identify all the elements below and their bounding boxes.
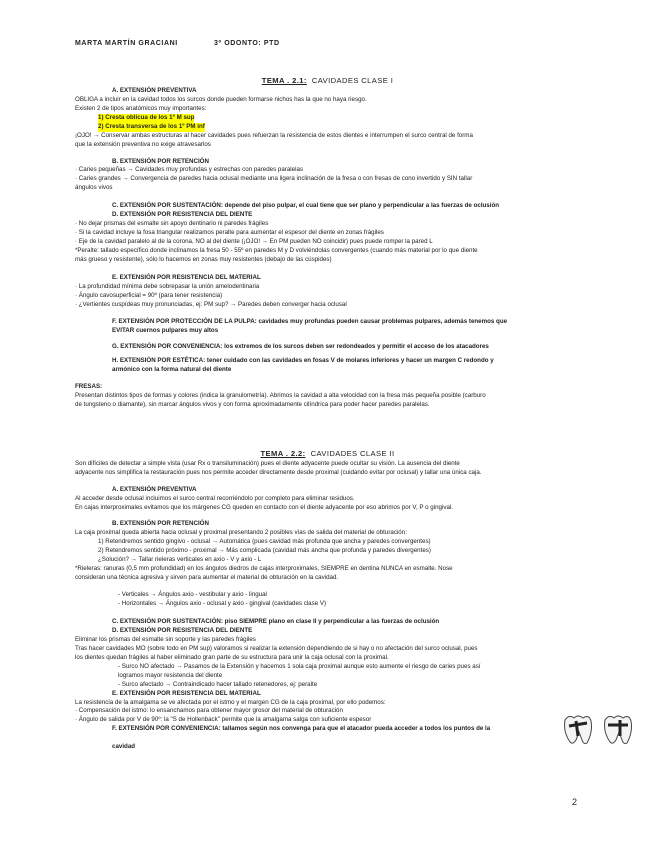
text-line: E. EXTENSIÓN POR RESISTENCIA DEL MATERIAL [112, 690, 261, 697]
text-line: FRESAS: [75, 383, 103, 390]
section-title-1 [0, 77, 655, 86]
text-line: Existen 2 de tipos anatómicos muy importantes: [75, 105, 207, 112]
text-line: A. EXTENSIÓN PREVENTIVA [112, 486, 197, 493]
section-title-2 [0, 450, 655, 459]
text-line: C. EXTENSIÓN POR SUSTENTACIÓN: depende del piso pulpar, el cual tiene que ser plano y perpendicular a las fuerzas de oclusión [112, 202, 500, 209]
text-line: G. EXTENSIÓN POR CONVENIENCIA: los extremos de los surcos deben ser redondeados y permitir el acceso de los atacadores [112, 343, 489, 350]
text-line: 1) Retendremos sentido gingivo - oclusal → Automática (pues cavidad más profunda que ancha y paredes convergentes) [98, 538, 431, 545]
text-line: ¿Solución? → Tallar rieleras verticales en axio - V y axio - L [98, 556, 262, 563]
tooth-drill-icon [560, 712, 596, 746]
text-line: Al acceder desde oclusal incluimos el surco central recorriéndolo por completo para eliminar residuos. [75, 495, 355, 502]
text-line: H. EXTENSIÓN POR ESTÉTICA: tener cuidado con las cavidades en fosas V de molares inferiores y hacer un margen C redondo y [112, 357, 494, 364]
tema-label: TEMA . 2.2: [260, 449, 306, 458]
text-line: La resistencia de la amalgama se ve afectada por el istmo y el margen CG de la caja proximal, por ello podemos: [75, 699, 386, 706]
text-line: D. EXTENSIÓN POR RESISTENCIA DEL DIENTE [112, 627, 253, 634]
text-line: E. EXTENSIÓN POR RESISTENCIA DEL MATERIAL [112, 274, 261, 281]
page-number: 2 [572, 797, 578, 807]
text-line: adyacente nos simplifica la restauración pues nos permite acceder directamente desde proximal (cuidando evitar por oclusal) y tallar una única caja. [75, 469, 482, 476]
text-line: Eliminar los prismas del esmalte sin soporte y las paredes frágiles [75, 636, 256, 643]
text-line: La caja proximal queda abierta hacia oclusal y proximal presentando 2 posibles vías de salida del material de obturación: [75, 529, 407, 536]
text-line: · Ángulo de salida por V de 90º: la "S de Hollenback" permite que la amalgama salga con suficiente espesor [75, 716, 372, 723]
text-line: · La profundidad mínima debe sobrepasar la unión amelodentinaria [75, 283, 260, 290]
text-line: *Peralte: tallado específico donde inclinamos la fresa 50 - 55º en paredes M y D volviéndolas convergentes (cuando más material por lo que diente [75, 247, 478, 254]
course-label: 3º ODONTO: PTD [214, 40, 280, 47]
tema-title: CAVIDADES CLASE I [311, 76, 394, 85]
author-name: MARTA MARTÍN GRACIANI [75, 40, 178, 47]
text-line: D. EXTENSIÓN POR RESISTENCIA DEL DIENTE [112, 211, 253, 218]
text-line: · Si la cavidad incluye la fosa triangular realizamos peralte para aumentar el espesor del diente en zonas frágiles [75, 229, 384, 236]
text-line: · ¿Vertientes cuspídeas muy pronunciadas, ej: PM sup? → Paredes deben converger hacia oclusal [75, 301, 347, 308]
text-line: más grueso y resistente), sólo lo hacemos en zonas muy resistentes (debajo de las cúspides) [75, 256, 332, 263]
text-line: ángulos vivos [75, 184, 113, 191]
text-line: · Eje de la cavidad paralelo al de la corona, NO al del diente (¡OJO! → En PM pueden NO coincidir) pues puede romper la pared L [75, 238, 433, 245]
text-line: C. EXTENSIÓN POR SUSTENTACIÓN: piso SIEMPRE plano en clase II y perpendicular a las fuerzas de oclusión [112, 618, 440, 625]
text-line: F. EXTENSIÓN POR PROTECCIÓN DE LA PULPA: cavidades muy profundas pueden causar problemas pulpares, además tenemos que [112, 318, 508, 325]
text-line: cavidad [112, 743, 136, 750]
text-line: 1) Cresta oblicua de los 1º M sup [98, 114, 195, 121]
text-line: Presentan distintos tipos de formas y colores (indica la granulometría). Abrimos la cavidad a alta velocidad con la fresa más pequeña posible (carburo [75, 392, 486, 399]
text-line: · No dejar prismas del esmalte sin apoyo dentinario ni paredes frágiles [75, 220, 269, 227]
text-line: - Surco afectado → Contraindicado hacer tallado retenedores, ej: peralte [118, 681, 318, 688]
text-line: OBLIGA a incluir en la cavidad todos los surcos donde pueden formarse nichos has la que no haya riesgo. [75, 96, 367, 103]
text-line: Son difíciles de detectar a simple vista (usar Rx o transiluminación) pues el diente adyacente puede ocultar su visión. La ausencia del diente [75, 460, 460, 467]
text-line: B. EXTENSIÓN POR RETENCIÓN [112, 158, 209, 165]
text-line: · Caries grandes → Convergencia de paredes hacia oclusal mediante una ligera inclinación de la fresa o con fresas de cono invertido y SIN tallar [75, 175, 473, 182]
text-line: EVITAR cuernos pulpares muy altos [112, 327, 219, 334]
text-line: - Horizontales → Ángulos axio - oclusal y axio - gingival (cavidades clase V) [118, 600, 327, 607]
text-line: 2) Cresta transversa de los 1º PM inf [98, 123, 205, 130]
text-line: Tras hacer cavidades MO (sobre todo en PM sup) valoramos si realizar la extensión dependiendo de si hay o no afectación del surco oclusal, pues [75, 645, 478, 652]
text-line: que la extensión preventiva no exige atravesarlos [75, 141, 211, 148]
text-line: En cajas interproximales evitamos que los márgenes CG queden en contacto con el diente adyacente por eso abrimos por V, P o gingival. [75, 504, 454, 511]
text-line: *Rieleras: ranuras (0,5 mm profundidad) en los ángulos diedros de cajas interproximales, SIEMPRE en dentina NUNCA en esmalte. Nose [75, 565, 453, 572]
text-line: F. EXTENSIÓN POR CONVENIENCIA: tallamos según nos convenga para que el atacador pueda acceder a todos los puntos de la [112, 725, 491, 732]
text-line: - Verticales → Ángulos axio - vestibular y axio - lingual [118, 591, 267, 598]
text-line: B. EXTENSIÓN POR RETENCIÓN [112, 520, 209, 527]
text-line: · Caries pequeñas → Cavidades muy profundas y estrechas con paredes paralelas [75, 166, 304, 173]
text-line: consideran una técnica agresiva y sirven para aumentar el material de obturación en la cavidad. [75, 574, 339, 581]
tema-label: TEMA . 2.1: [261, 76, 307, 85]
text-line: - Surco NO afectado → Pasamos de la Extensión y hacemos 1 sola caja proximal aunque esto aumente el riesgo de caries pues así [118, 663, 481, 670]
tema-title: CAVIDADES CLASE II [310, 449, 395, 458]
text-line: armónico con la forma natural del diente [112, 366, 232, 373]
text-line: · Ángulo cavosuperficial = 90º (para tener resistencia) [75, 292, 223, 299]
text-line: 2) Retendremos sentido próximo - proximal → Más complicada (cavidad más ancha que profunda y paredes divergentes) [98, 547, 431, 554]
tooth-drill-icon [600, 712, 636, 746]
text-line: los dientes quedan frágiles al haber eliminado gran parte de su estructura para unir la caja oclusal con la proximal. [75, 654, 389, 661]
text-line: ¡OJO! → Conservar ambas estructuras al hacer cavidades pues refuerzan la resistencia de estos dientes e interrumpen el surco central de forma [75, 132, 473, 139]
text-line: logramos mayor resistencia del diente [118, 672, 223, 679]
text-line: de tungsteno o diamante), sin marcar ángulos vivos y con forma aproximadamente cilíndrica para poder hacer paredes paralelas. [75, 401, 430, 408]
text-line: A. EXTENSIÓN PREVENTIVA [112, 87, 197, 94]
text-line: · Compensación del istmo: lo ensanchamos para obtener mayor grosor del material de obturación [75, 707, 343, 714]
